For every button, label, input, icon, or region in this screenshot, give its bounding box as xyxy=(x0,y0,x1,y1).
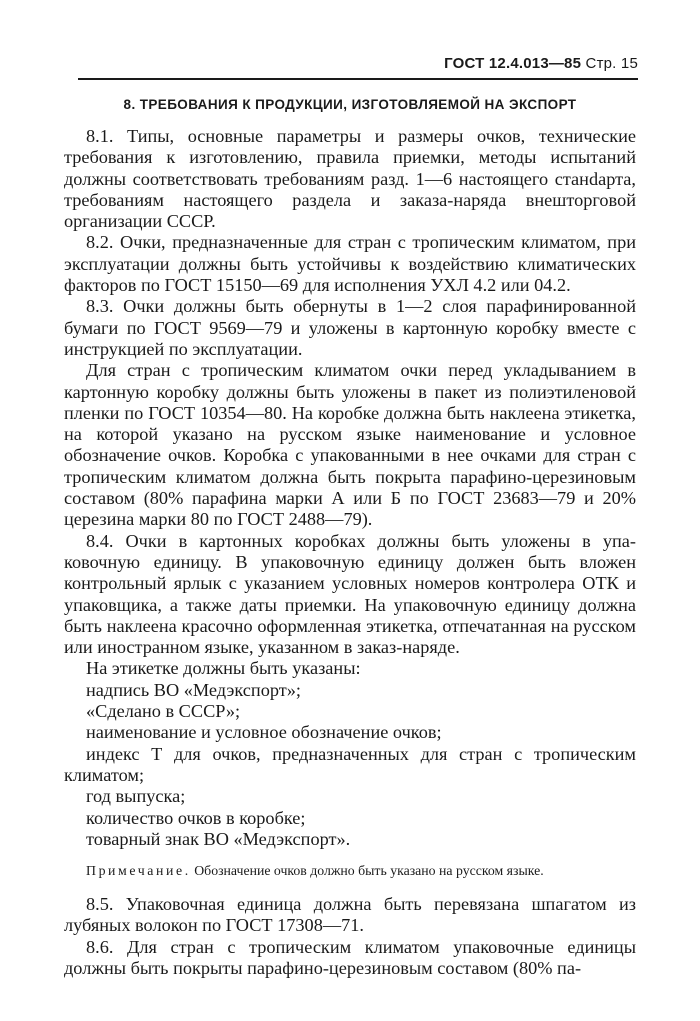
list-item: надпись ВО «Медэкспорт»; xyxy=(86,679,301,700)
page-number: Стр. 15 xyxy=(585,55,638,72)
paragraph-8-5: 8.5. Упаковочная единица должна быть перевязана шпагатом из лубяных волокон по ГОСТ 17308—71. xyxy=(64,894,636,936)
list-item: «Сделано в СССР»; xyxy=(86,701,241,722)
list-item: товарный знак ВО «Медэкспорт». xyxy=(86,828,351,849)
list-item: наименование и условное обозначение очков; xyxy=(86,722,442,743)
paragraph-8-3-tropical: Для стран с тропическим климатом очки перед укладыванием в картонную коробку должны быть уложены в пакет из полиэтиленовой пленки по ГОСТ 10354—80. На коробке должна быть наклеена этикетка, на которой указано на русском языке наименование и условное обозначение очков. Коробка с упакованными в нее очками для стран с тропическим климатом должна быть покрыта парафино-церезиновым составом (80% парафина марки А или Б по ГОСТ 23683—79 и 20% церезина марки 80 по ГОСТ 2488—79). xyxy=(64,360,636,530)
page-header xyxy=(78,55,638,80)
paragraph-8-6: 8.6. Для стран с тропическим климатом упаковочные единицы должны быть покрыты парафино-церезиновым составом (80% па- xyxy=(64,936,636,978)
paragraph-8-3: 8.3. Очки должны быть обернуты в 1—2 слоя парафинированной бумаги по ГОСТ 9569—79 и уложены в картонную коробку вместе с инструкцией по эксплуатации. xyxy=(64,296,636,359)
paragraph-8-4: 8.4. Очки в картонных коробках должны быть уложены в упаковочную единицу. В упаковочную единицу должен быть вложен контрольный ярлык с указанием условных номеров контролера ОТК и упаковщика, а также даты приемки. На упаковочную единицу должна быть наклеена красочно оформленная этикетка, отпечатанная на русском или иностранном языке, указанном в заказ-наряде. xyxy=(64,530,636,658)
paragraph-8-2: 8.2. Очки, предназначенные для стран с тропическим климатом, при эксплуатации должны быть устойчивы к воздействию климатических факторов по ГОСТ 15150—69 для исполнения УХЛ 4.2 или 04.2. xyxy=(64,232,636,296)
paragraph-8-1: 8.1. Типы, основные параметры и размеры очков, технические требования к изготовлению, правила приемки, методы испытаний должны соответствовать требованиям разд. 1—6 настоящего станdарта, требованиям настоящего раздела и заказа-наряда внешторговой организации СССР. xyxy=(64,126,636,232)
section-title: 8. ТРЕБОВАНИЯ К ПРОДУКЦИИ, ИЗГОТОВЛЯЕМОЙ НА ЭКСПОРТ xyxy=(123,97,577,112)
note-text: Обозначение очков должно быть указано на русском языке. xyxy=(194,863,544,879)
doc-code: ГОСТ 12.4.013—85 xyxy=(444,55,582,72)
note-label: Примечание. xyxy=(86,863,191,879)
label-intro: На этикетке должны быть указаны: xyxy=(86,658,361,679)
list-item: индекс Т для очков, предназначенных для стран с тропическим климатом; xyxy=(64,743,636,785)
document-body xyxy=(64,126,636,979)
list-item: количество очков в коробке; xyxy=(86,807,306,828)
note xyxy=(64,862,636,880)
list-item: год выпуска; xyxy=(86,786,186,807)
